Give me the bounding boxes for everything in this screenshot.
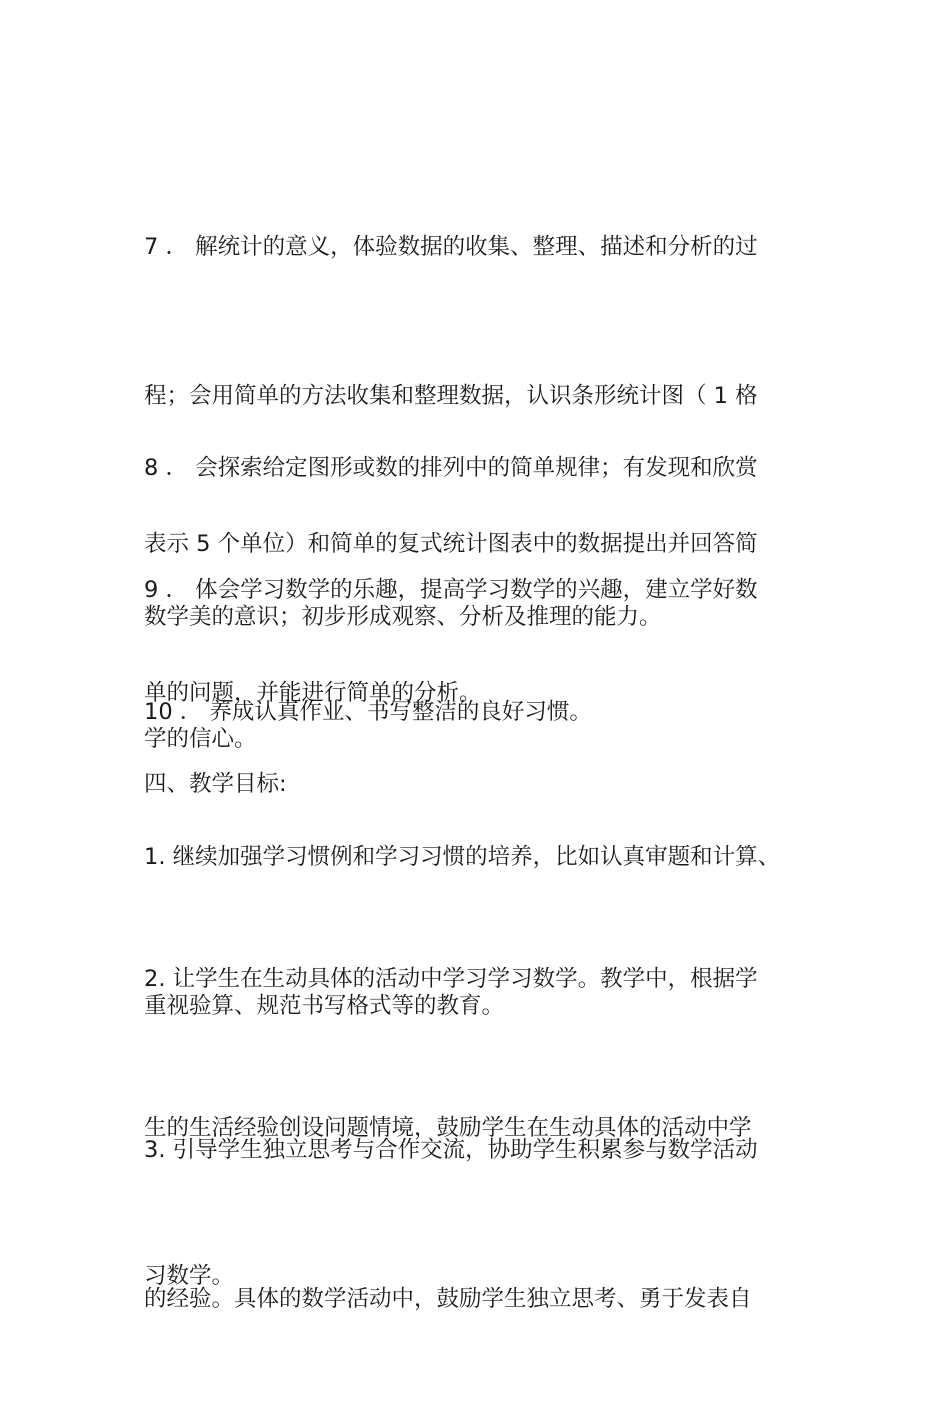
text-line: 的经验。具体的数学活动中，鼓励学生独立思考、勇于发表自 <box>144 1285 752 1312</box>
text-line: 2. 让学生在生动具体的活动中学习学习数学。教学中，根据学 <box>144 966 758 992</box>
text-line: 程；会用简单的方法收集和整理数据，认识条形统计图（ 1 格 <box>144 382 758 409</box>
text-line: 9 ． 体会学习数学的乐趣，提高学习数学的兴趣，建立学好数 <box>144 577 758 603</box>
text-line: 3. 引导学生独立思考与合作交流，协助学生积累参与数学活动 <box>144 1137 758 1163</box>
text-line: 四、教学目标: <box>144 771 287 797</box>
text-line: 1. 继续加强学习惯例和学习习惯的培养，比如认真审题和计算、 <box>144 844 781 870</box>
text-line: 8 ． 会探索给定图形或数的排列中的简单规律；有发现和欣赏 <box>144 455 758 481</box>
text-line: 表示 5 个单位）和简单的复式统计图表中的数据提出并回答简 <box>144 531 758 557</box>
text-line: 重视验算、规范书写格式等的教育。 <box>144 992 505 1019</box>
text-line: 10 ． 养成认真作业、书写整洁的良好习惯。 <box>144 699 592 725</box>
text-line: 学的信心。 <box>144 725 257 752</box>
text-line: 7 ． 解统计的意义，体验数据的收集、整理、描述和分析的过 <box>144 234 758 260</box>
text-line: 生的生活经验创设问题情境，鼓励学生在生动具体的活动中学 <box>144 1114 752 1141</box>
text-line: 数学美的意识；初步形成观察、分析及推理的能力。 <box>144 603 662 630</box>
paragraph-goal-3 <box>144 1027 824 1423</box>
text-line: 习数学。 <box>144 1263 235 1289</box>
text-line: 单的问题，并能进行简单的分析。 <box>144 679 482 706</box>
